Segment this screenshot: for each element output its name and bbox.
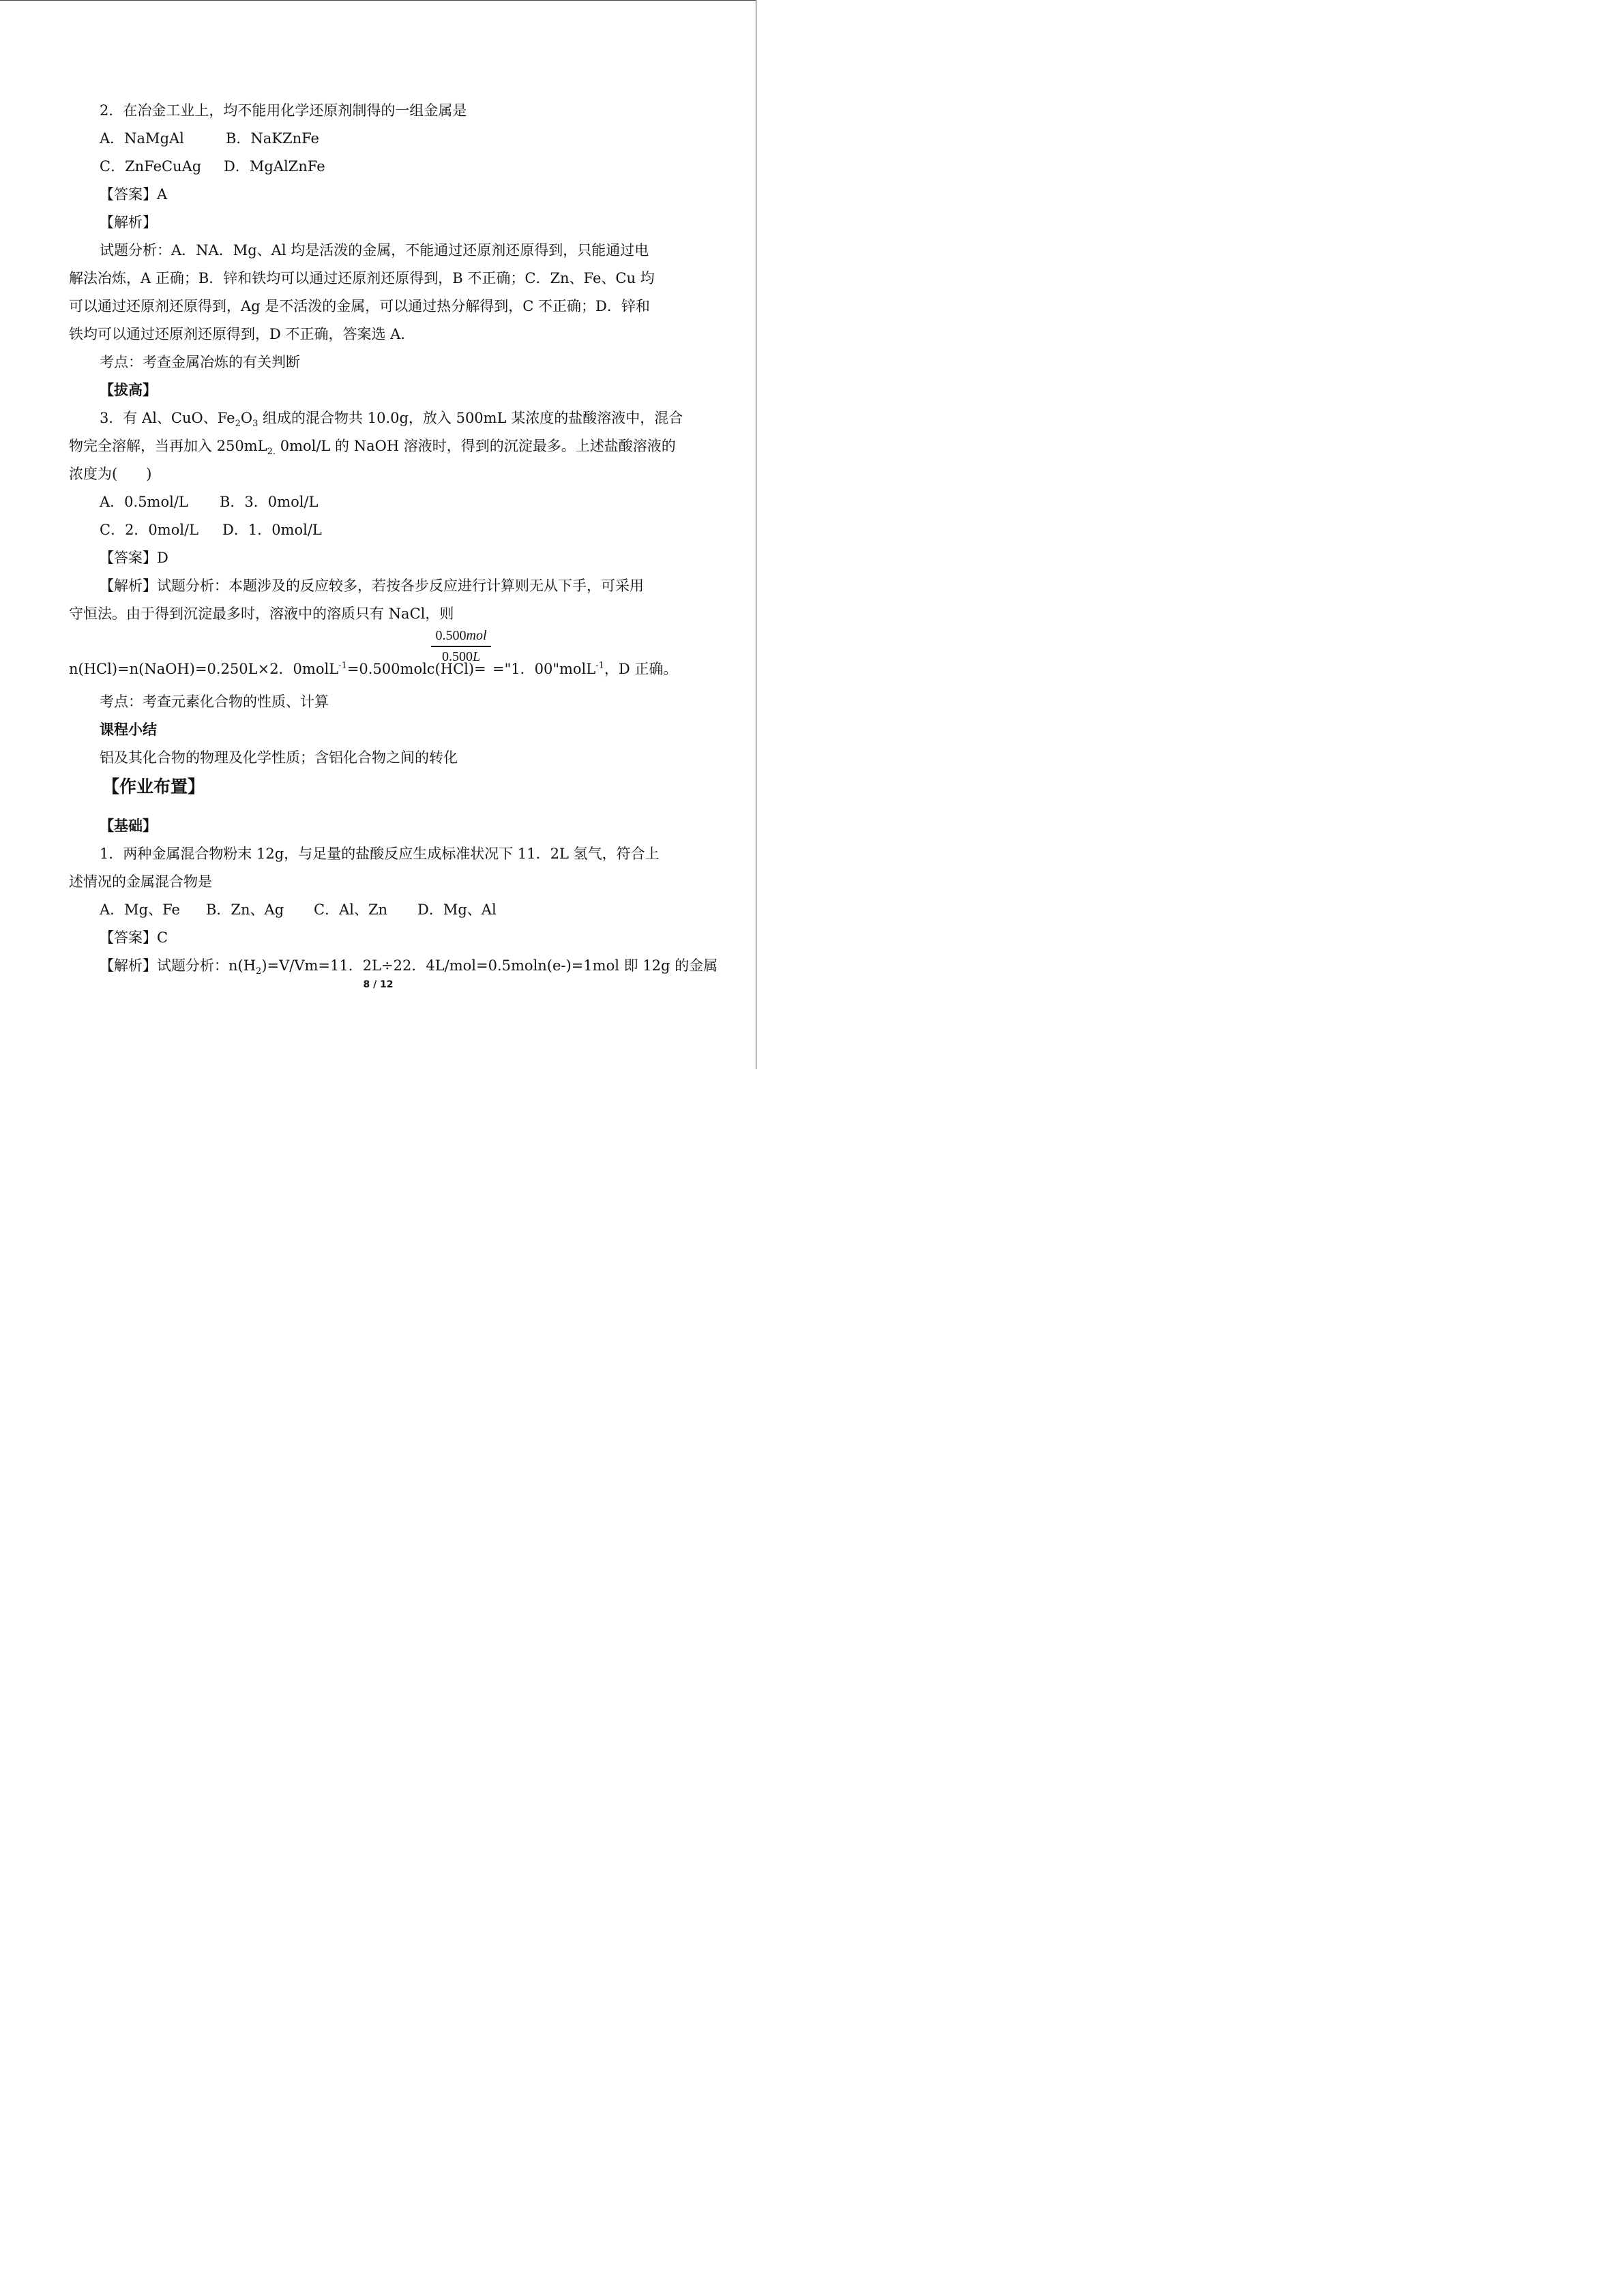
option-b: B．Zn、Ag — [206, 901, 284, 918]
question-3-stem: 浓度为( ) — [69, 466, 152, 482]
calc-text: ，D 正确。 — [604, 661, 678, 677]
analysis-text — [100, 955, 718, 976]
section-heading-bagao: 【拔高】 — [100, 382, 157, 398]
answer: 【答案】D — [100, 550, 168, 566]
superscript: -1 — [595, 661, 604, 671]
option-c: C．ZnFeCuAg — [100, 158, 202, 175]
question-2-options-cd — [100, 156, 325, 177]
analysis-text: 铁均可以通过还原剂还原得到，D 不正确，答案选 A． — [69, 326, 415, 342]
stem-text: 0mol/L 的 NaOH 溶液时，得到的沉淀最多。上述盐酸溶液的 — [276, 438, 676, 454]
analysis-part: )=V/Vm=11．2L÷22．4L/mol=0.5moln(e-)=1mol 即 12g 的金属 — [261, 957, 718, 974]
option-a: A．NaMgAl — [100, 130, 184, 147]
kaodian: 考点：考查金属冶炼的有关判断 — [100, 354, 300, 370]
subscript: 3 — [252, 419, 259, 430]
section-heading-jichu: 【基础】 — [100, 818, 157, 834]
option-b: B．3．0mol/L — [220, 494, 319, 510]
question-3-stem — [100, 408, 683, 428]
analysis-text: 试题分析：A．NA．Mg、Al 均是活泼的金属，不能通过还原剂还原得到，只能通过电 — [100, 242, 649, 258]
summary-title: 课程小结 — [100, 721, 157, 738]
option-c: C．Al、Zn — [314, 901, 388, 918]
homework-1-stem: 1．两种金属混合物粉末 12g，与足量的盐酸反应生成标准状况下 11．2L 氢气，符合上 — [100, 846, 660, 862]
stem-text: 3．有 Al、CuO、Fe — [100, 410, 235, 426]
fraction-denominator: 0.500L — [441, 649, 481, 664]
question-2-stem: 2．在冶金工业上，均不能用化学还原剂制得的一组金属是 — [100, 102, 467, 119]
homework-1-stem: 述情况的金属混合物是 — [69, 874, 212, 890]
summary-text: 铝及其化合物的物理及化学性质；含铝化合物之间的转化 — [100, 749, 458, 766]
question-2-options-ab — [100, 128, 319, 149]
option-b: B．NaKZnFe — [226, 130, 319, 147]
page-border — [0, 0, 756, 1]
option-d: D．Mg、Al — [417, 901, 497, 918]
analysis-text: 可以通过还原剂还原得到，Ag 是不活泼的金属，可以通过热分解得到，C 不正确；D．锌和 — [69, 298, 650, 314]
homework-1-options — [100, 899, 497, 920]
homework-heading: 【作业布置】 — [102, 777, 205, 796]
option-c: C．2．0mol/L — [100, 522, 199, 538]
answer: 【答案】A — [100, 186, 168, 203]
question-3-options-ab — [100, 492, 318, 512]
option-a: A．Mg、Fe — [100, 901, 180, 918]
question-3-options-cd — [100, 520, 322, 540]
stem-text: 物完全溶解，当再加入 250mL — [69, 438, 267, 454]
analysis-label: 【解析】 — [100, 214, 157, 230]
analysis-part: 【解析】试题分析：n(H — [100, 957, 256, 974]
option-d: D．1．0mol/L — [222, 522, 322, 538]
calculation-result — [492, 659, 677, 679]
option-a: A．0.5mol/L — [100, 494, 188, 510]
fraction-numerator: 0.500mol — [435, 628, 487, 643]
analysis-text: 守恒法。由于得到沉淀最多时，溶液中的溶质只有 NaCl，则 — [69, 606, 454, 622]
analysis-text: 解法冶炼，A 正确；B．锌和铁均可以通过还原剂还原得到，B 不正确；C．Zn、Fe、Cu 均 — [69, 270, 655, 286]
analysis-text: 【解析】试题分析：本题涉及的反应较多，若按各步反应进行计算则无从下手，可采用 — [100, 578, 644, 594]
subscript: 2. — [267, 447, 276, 458]
stem-text: O — [240, 410, 253, 426]
calculation-line — [69, 659, 486, 679]
calc-text: n(HCl)=n(NaOH)=0.250L×2．0molL — [69, 661, 339, 677]
question-3-stem — [69, 436, 676, 456]
answer: 【答案】C — [100, 929, 168, 946]
superscript: -1 — [338, 661, 347, 671]
option-d: D．MgAlZnFe — [224, 158, 325, 175]
kaodian: 考点：考查元素化合物的性质、计算 — [100, 694, 329, 710]
calc-text: ="1．00"molL — [492, 661, 596, 677]
subscript: 2 — [235, 419, 241, 430]
page-number: 8 / 12 — [363, 979, 394, 990]
calc-text: =0.500molc(HCl)= — [346, 661, 486, 677]
stem-text: 组成的混合物共 10.0g，放入 500mL 某浓度的盐酸溶液中，混合 — [258, 410, 683, 426]
subscript: 2 — [256, 966, 262, 977]
